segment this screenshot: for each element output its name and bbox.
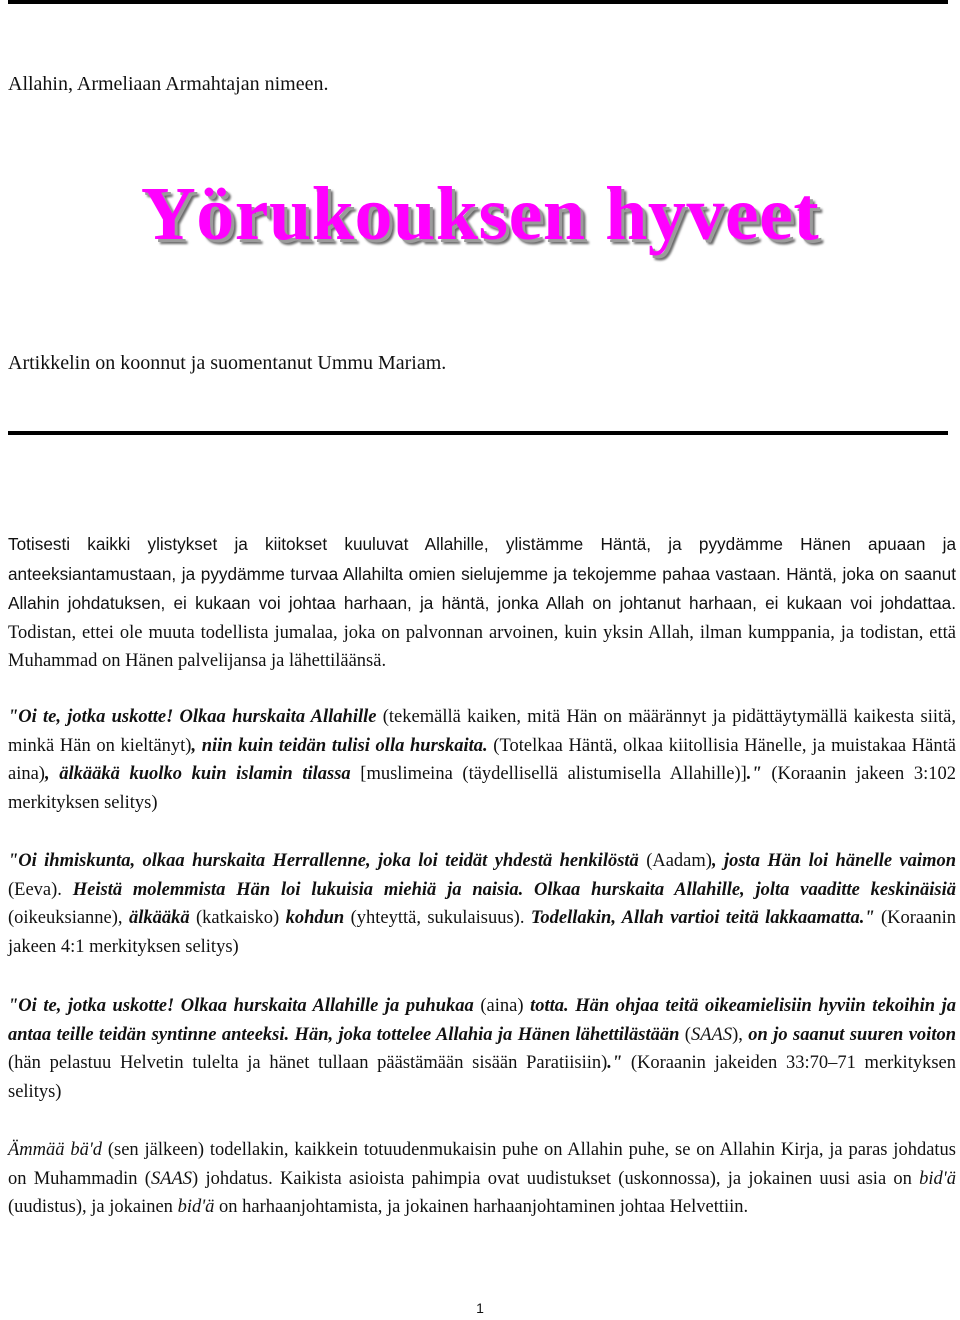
text-run: (hän pelastuu Helvetin tulelta ja hänet tullaan päästämään sisään Paratiisiin) <box>8 1053 608 1073</box>
paragraph-amma-bad <box>8 1136 956 1222</box>
text-run: "Oi te, jotka uskotte! Olkaa hurskaita Allahille <box>8 707 377 727</box>
page-number: 1 <box>476 1300 484 1316</box>
text-run: älkääkä <box>128 908 190 928</box>
text-run: , älkääkä kuolko kuin islamin tilassa <box>44 764 351 784</box>
text-run: (Eeva). <box>8 879 73 900</box>
text-run: Todistan, ettei ole muuta todellista jumalaa, joka on palvonnan arvoinen, kuin yksin Allah, ilman kumppania, ja todistan, että Muhammad on Hänen palvelijansa ja lähettiläänsä. <box>8 622 956 671</box>
paragraph-verse-3-102 <box>8 703 956 817</box>
text-run: (yhteyttä, sukulaisuus). <box>344 908 531 928</box>
document-title: Yörukouksen hyveet <box>140 172 820 256</box>
text-run: (Aadam) <box>638 851 712 871</box>
text-run: "Oi te, jotka uskotte! Olkaa hurskaita Allahille ja puhukaa <box>8 996 474 1016</box>
text-run: (Koraanin jakeen 4:1 merkityksen selitys) <box>8 908 956 957</box>
text-run: (Koraanin jakeiden 33:70–71 merkityksen selitys) <box>8 1053 957 1102</box>
paragraph-verse-33-70-71 <box>8 992 956 1106</box>
text-run: "Oi ihmiskunta, olkaa hurskaita Herrallenne, joka loi teidät yhdestä henkilöstä <box>8 851 639 871</box>
opening-invocation: Allahin, Armeliaan Armahtajan nimeen. <box>8 73 329 95</box>
paragraph-intro <box>8 530 956 676</box>
text-run: Totisesti kaikki ylistykset ja kiitokset kuuluvat Allahille, ylistämme Häntä, ja pyydämme Hänen apuaan ja anteeksiantamustaan, ja pyydämme turvaa Allahilta omien sielujemme ja tekojemme pahaa vastaan. Häntä, joka on saanut Allahin johdatuksen, ei kukaan voi johtaa harhaan, ja häntä, jonka Allah on johtanut harhaan, ei kukaan voi johdattaa. <box>8 534 956 613</box>
text-run: (uudistus), ja jokainen <box>8 1197 178 1217</box>
text-run: ." <box>607 1053 623 1073</box>
top-rule <box>8 0 948 4</box>
text-run: SAAS <box>150 1168 193 1189</box>
text-run: on jo saanut suuren voiton <box>748 1024 957 1045</box>
text-run: bid'ä <box>919 1168 956 1189</box>
text-run: ( <box>679 1024 691 1045</box>
text-run: on harhaanjohtamista, ja jokainen harhaanjohtaminen johtaa Helvettiin. <box>214 1197 749 1217</box>
text-run: (oikeuksianne), <box>8 908 129 928</box>
text-run: (Koraanin jakeen 3:102 merkityksen selitys) <box>8 764 956 813</box>
text-run: , niin kuin teidän tulisi olla hurskaita. <box>191 735 488 756</box>
text-run: bid'ä <box>177 1197 215 1217</box>
text-run: Ämmää bä'd <box>8 1140 103 1160</box>
text-run: totta. Hän ohjaa teitä oikeamielisiin hyviin tekoihin ja antaa teille teidän syntinne anteeksi. Hän, joka tottelee Allahia ja Hänen lähettilästään <box>8 996 956 1045</box>
text-run: ) johdatus. Kaikista asioista pahimpia ovat uudistukset (uskonnossa), ja jokainen uusi asia on <box>192 1168 920 1189</box>
text-run: (tekemällä kaiken, mitä Hän on määrännyt ja pidättäytymällä kaikesta siitä, minkä Hän on kieltänyt) <box>8 707 956 756</box>
text-run: Heistä molemmista Hän loi lukuisia miehiä ja naisia. Olkaa hurskaita Allahille, jolta vaaditte keskinäisiä <box>72 879 956 900</box>
text-run: (aina) <box>473 996 531 1016</box>
text-run: [muslimeina (täydellisellä alistumisella Allahille)] <box>350 764 747 784</box>
text-run: (Totelkaa Häntä, olkaa kiitollisia Hänelle, ja muistakaa Häntä aina) <box>8 735 956 784</box>
paragraph-verse-4-1 <box>8 847 956 961</box>
author-credit: Artikkelin on koonnut ja suomentanut Ummu Mariam. <box>8 352 447 374</box>
text-run: kohdun <box>285 908 345 928</box>
text-run: (katkaisko) <box>189 908 286 928</box>
text-run: ." <box>746 764 762 784</box>
text-run: Todellakin, Allah vartioi teitä lakkaamatta." <box>530 908 875 928</box>
text-run: SAAS <box>690 1024 733 1045</box>
text-run: (sen jälkeen) todellakin, kaikkein totuudenmukaisin puhe on Allahin puhe, se on Allahin Kirja, ja paras johdatus on Muhammadin ( <box>8 1140 956 1189</box>
section-divider <box>8 431 948 435</box>
text-run: , josta Hän loi hänelle vaimon <box>711 851 957 871</box>
text-run: ), <box>732 1024 749 1045</box>
